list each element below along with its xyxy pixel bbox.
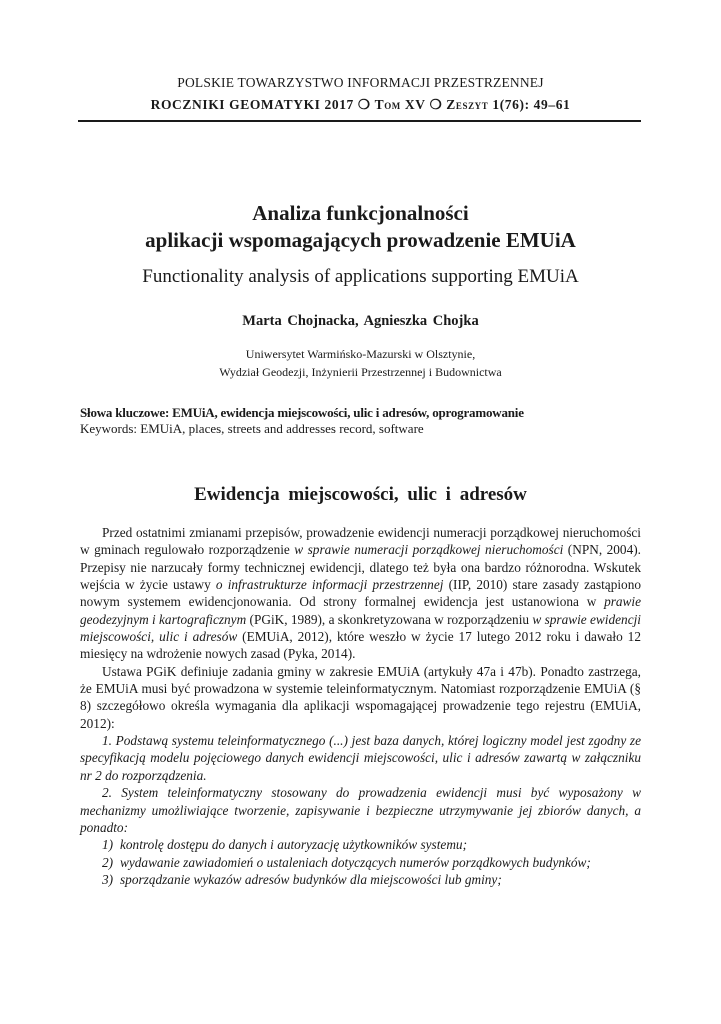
quoted-paragraph: 1. Podstawą systemu teleinformatycznego (...) jest baza danych, której logiczny model jest zgodny ze specyfikacją modelu pojęciowego danych ewidencji miejscowości, ulic i adresów zawartą w załączniku nr 2 do rozporządzenia. — [80, 733, 641, 783]
paper-title-english: Functionality analysis of applications supporting EMUiA — [142, 266, 579, 287]
journal-citation — [0, 97, 721, 113]
body-text — [80, 524, 641, 888]
keywords-english: Keywords: EMUiA, places, streets and addresses record, software — [80, 421, 424, 436]
journal-volume: Tom XV — [374, 97, 426, 112]
list-item-number: 2) — [102, 854, 114, 870]
list-item-text: wydawanie zawiadomień o ustaleniach dotyczących numerów porządkowych budynków; — [120, 854, 591, 870]
affiliation-line-1: Uniwersytet Warmińsko-Mazurski w Olsztynie, — [245, 347, 476, 361]
paragraph: Ustawa PGiK definiuje zadania gminy w zakresie EMUiA (artykuły 47a i 47b). Ponadto zastrzega, że EMUiA musi być prowadzona w systemie teleinformatycznym. Natomiast rozporządzenie EMUiA (§ 8) szczegółowo określa wymagania dla aplikacji wspomagającej prowadzenie tego rejestru (EMUiA, 2012): — [80, 663, 641, 731]
journal-publisher: POLSKIE TOWARZYSTWO INFORMACJI PRZESTRZENNEJ — [177, 75, 544, 90]
keywords-block — [80, 405, 640, 437]
list-item-text: sporządzanie wykazów adresów budynków dla miejscowości lub gminy; — [120, 871, 502, 887]
section-heading: Ewidencja miejscowości, ulic i adresów — [194, 484, 527, 505]
keywords-polish: Słowa kluczowe: EMUiA, ewidencja miejscowości, ulic i adresów, oprogramowanie — [80, 405, 524, 420]
paper-title — [0, 200, 721, 254]
paragraph: Przed ostatnimi zmianami przepisów, prowadzenie ewidencji numeracji porządkowej nieruchomości w gminach regulowało rozporządzenie w sprawie numeracji porządkowej nieruchomości (NPN, 2004). Przepisy nie narzucały formy technicznej ewidencji, dlatego też była ona bardzo różnorodna. Wskutek wejścia w życie ustawy o infrastrukturze informacji przestrzennej (IIP, 2010) stare zasady zastąpiono nowym systemem ewidencjonowania. Od strony formalnej ewidencja jest ustanowiona w prawie geodezyjnym i kartograficznym (PGiK, 1989), a skonkretyzowana w rozporządzeniu w sprawie ewidencji miejscowości, ulic i adresów (EMUiA, 2012), które weszło w życie 17 lutego 2012 roku i dawało 12 miesięcy na wdrożenie nowych zasad (Pyka, 2014). — [80, 525, 642, 662]
author-affiliation — [0, 345, 721, 381]
list-item-text: kontrolę dostępu do danych i autoryzację użytkowników systemu; — [120, 837, 468, 853]
list-item-number: 3) — [102, 871, 114, 887]
list-item — [80, 854, 641, 871]
paper-title-line-1: Analiza funkcjonalności — [252, 201, 469, 225]
journal-issue: Zeszyt 1(76): 49–61 — [446, 97, 571, 112]
list-item-number: 1) — [102, 837, 114, 853]
list-item — [80, 836, 641, 853]
separator-icon: ❍ — [357, 97, 371, 112]
quoted-paragraph: 2. System teleinformatyczny stosowany do prowadzenia ewidencji musi być wyposażony w mechanizmy umożliwiające tworzenie, zapisywanie i bezpieczne utrzymywanie jej zbiorów danych, a ponadto: — [80, 785, 641, 835]
requirements-list — [80, 836, 641, 888]
header-divider — [78, 120, 641, 122]
list-item — [80, 871, 641, 888]
separator-icon: ❍ — [429, 97, 443, 112]
author-list: Marta Chojnacka, Agnieszka Chojka — [242, 313, 479, 329]
affiliation-line-2: Wydział Geodezji, Inżynierii Przestrzennej i Budownictwa — [219, 365, 502, 379]
journal-name: ROCZNIKI GEOMATYKI 2017 — [150, 97, 354, 112]
paper-title-line-2: aplikacji wspomagających prowadzenie EMUiA — [145, 228, 576, 252]
